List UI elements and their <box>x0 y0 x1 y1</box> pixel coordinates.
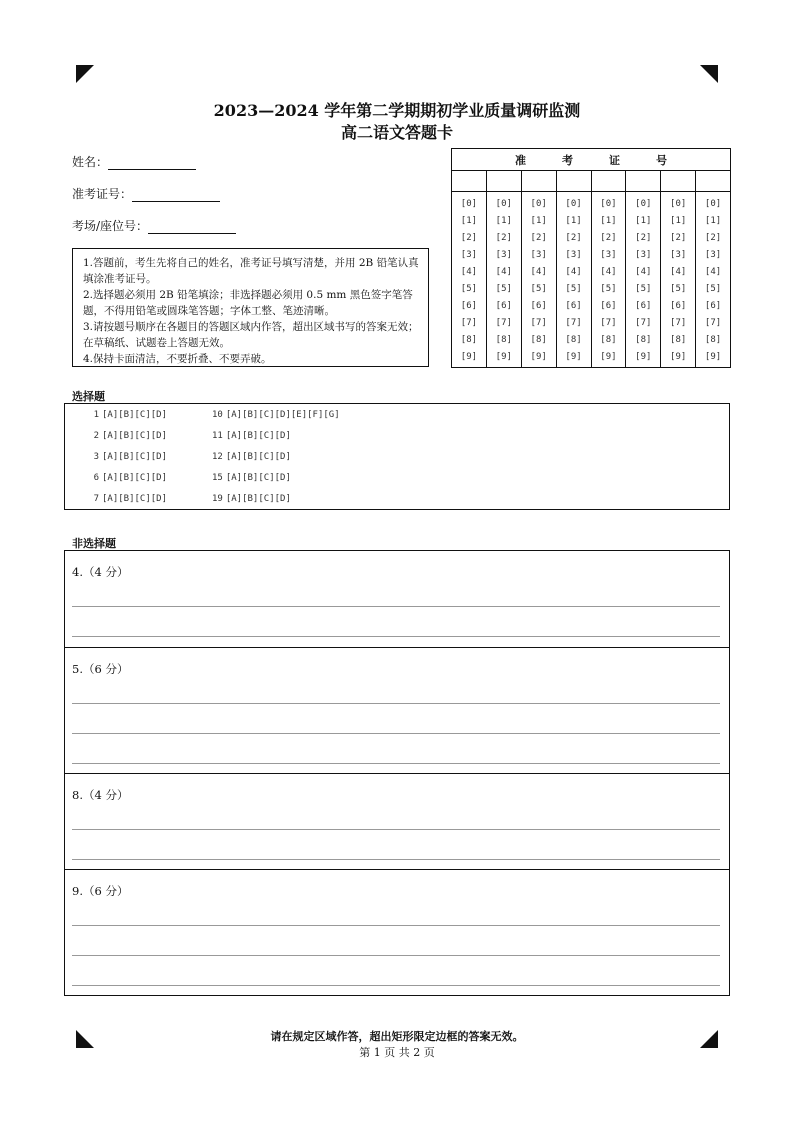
digit-bubble[interactable]: [7] <box>670 318 687 328</box>
digit-bubble[interactable]: [0] <box>495 199 512 209</box>
choice-section-label: 选择题 <box>72 390 105 403</box>
exam-id-bubbles <box>696 192 730 366</box>
exam-id-digit-cell[interactable] <box>522 171 556 192</box>
question-number: 11 <box>212 431 223 441</box>
digit-bubble[interactable]: [9] <box>530 352 547 362</box>
exam-id-digit-cell[interactable] <box>592 171 626 192</box>
digit-bubble[interactable]: [5] <box>704 284 722 294</box>
notice-item: 1.答题前，考生先将自己的姓名，准考证号填写清楚，并用 2B 铅笔认真填涂准考证号。 <box>83 257 419 285</box>
exam-id-bubbles <box>487 192 521 366</box>
digit-bubble[interactable]: [7] <box>565 318 582 328</box>
digit-bubble[interactable]: [0] <box>704 199 722 209</box>
exam-id-column <box>626 171 661 367</box>
digit-bubble[interactable]: [2] <box>635 233 652 243</box>
digit-bubble[interactable]: [6] <box>565 301 582 311</box>
choice-grid <box>87 409 340 514</box>
digit-bubble[interactable]: [7] <box>600 318 617 328</box>
digit-bubble[interactable]: [8] <box>530 335 547 345</box>
question-label: 8.（4 分） <box>72 788 129 802</box>
digit-bubble[interactable]: [4] <box>635 267 652 277</box>
seat-field[interactable] <box>72 217 236 234</box>
digit-bubble[interactable]: [1] <box>495 216 512 226</box>
digit-bubble[interactable]: [2] <box>460 233 478 243</box>
exam-id-column <box>661 171 696 367</box>
digit-bubble[interactable]: [7] <box>635 318 652 328</box>
choice-question[interactable] <box>212 409 340 430</box>
exam-id-field[interactable] <box>72 185 220 202</box>
digit-bubble[interactable]: [0] <box>635 199 652 209</box>
digit-bubble[interactable]: [9] <box>495 352 512 362</box>
answer-bubbles[interactable]: [A][B][C][D] <box>102 452 168 462</box>
digit-bubble[interactable]: [5] <box>670 284 687 294</box>
exam-id-digit-cell[interactable] <box>487 171 521 192</box>
question-label: 9.（6 分） <box>72 884 129 898</box>
exam-id-digit-cell[interactable] <box>452 171 486 192</box>
notice-box <box>72 248 429 367</box>
choice-question[interactable] <box>87 451 212 472</box>
digit-bubble[interactable]: [6] <box>600 301 617 311</box>
digit-bubble[interactable]: [1] <box>704 216 722 226</box>
digit-bubble[interactable]: [0] <box>670 199 687 209</box>
digit-bubble[interactable]: [1] <box>565 216 582 226</box>
exam-id-blank[interactable] <box>132 190 220 202</box>
exam-id-bubbles <box>661 192 695 366</box>
digit-bubble[interactable]: [4] <box>704 267 722 277</box>
digit-bubble[interactable]: [3] <box>460 250 478 260</box>
digit-bubble[interactable]: [8] <box>704 335 722 345</box>
answer-block[interactable] <box>65 648 729 774</box>
page-title: 2023—2024 学年第二学期期初学业质量调研监测 <box>213 101 581 120</box>
question-number: 15 <box>212 473 223 483</box>
notice-item: 3.请按题号顺序在各题目的答题区域内作答，超出区域书写的答案无效；在草稿纸、试题卷上答题无效。 <box>83 321 419 349</box>
answer-line[interactable] <box>72 859 720 860</box>
exam-id-digit-cell[interactable] <box>696 171 730 192</box>
digit-bubble[interactable]: [9] <box>704 352 722 362</box>
digit-bubble[interactable]: [7] <box>460 318 478 328</box>
answer-bubbles[interactable]: [A][B][C][D][E][F][G] <box>225 410 340 420</box>
choice-question[interactable] <box>212 493 291 514</box>
notice-item: 2.选择题必须用 2B 铅笔填涂；非选择题必须用 0.5 mm 黑色签字笔答题，不得用铅笔或圆珠笔答题；字体工整、笔迹清晰。 <box>83 289 413 317</box>
nonchoice-answer-area <box>64 550 730 996</box>
answer-line[interactable] <box>72 636 720 637</box>
digit-bubble[interactable]: [6] <box>635 301 652 311</box>
digit-bubble[interactable]: [9] <box>460 352 478 362</box>
exam-id-bubbles <box>452 192 486 366</box>
header-char: 准 <box>515 153 526 167</box>
exam-id-label: 准考证号： <box>72 187 133 201</box>
answer-bubbles[interactable]: [A][B][C][D] <box>225 452 291 462</box>
exam-id-column <box>557 171 592 367</box>
answer-bubbles[interactable]: [A][B][C][D] <box>102 473 168 483</box>
exam-id-bubbles <box>557 192 591 366</box>
choice-row <box>87 493 340 514</box>
digit-bubble[interactable]: [5] <box>635 284 652 294</box>
digit-bubble[interactable]: [4] <box>495 267 512 277</box>
digit-bubble[interactable]: [5] <box>530 284 547 294</box>
digit-bubble[interactable]: [3] <box>670 250 687 260</box>
digit-bubble[interactable]: [9] <box>565 352 582 362</box>
choice-question[interactable] <box>212 472 291 493</box>
exam-id-grid <box>451 148 731 368</box>
answer-bubbles[interactable]: [A][B][C][D] <box>102 431 168 441</box>
answer-line[interactable] <box>72 606 720 607</box>
choice-question[interactable] <box>87 409 212 430</box>
digit-bubble[interactable]: [6] <box>704 301 722 311</box>
choice-question[interactable] <box>212 430 291 451</box>
exam-id-column <box>487 171 522 367</box>
digit-bubble[interactable]: [0] <box>460 199 478 209</box>
digit-bubble[interactable]: [1] <box>530 216 547 226</box>
choice-row <box>87 472 340 493</box>
question-number: 1 <box>93 410 99 420</box>
answer-bubbles[interactable]: [A][B][C][D] <box>225 494 291 504</box>
digit-bubble[interactable]: [3] <box>704 250 722 260</box>
exam-id-column <box>696 171 730 367</box>
question-number: 6 <box>93 473 99 483</box>
answer-line[interactable] <box>72 829 720 830</box>
page-subtitle: 高二语文答题卡 <box>340 123 453 142</box>
digit-bubble[interactable]: [7] <box>704 318 722 328</box>
digit-bubble[interactable]: [3] <box>600 250 617 260</box>
digit-bubble[interactable]: [6] <box>670 301 687 311</box>
answer-line[interactable] <box>72 985 720 986</box>
choice-answer-box <box>64 403 730 510</box>
answer-line[interactable] <box>72 955 720 956</box>
question-number: 10 <box>212 410 223 420</box>
seat-blank[interactable] <box>148 222 236 234</box>
exam-id-bubbles <box>592 192 626 366</box>
answer-block[interactable] <box>65 774 729 870</box>
question-number: 2 <box>93 431 99 441</box>
digit-bubble[interactable]: [2] <box>565 233 582 243</box>
header-char: 号 <box>656 153 667 167</box>
name-field[interactable] <box>72 153 196 170</box>
seat-label: 考场/座位号： <box>72 219 149 233</box>
digit-bubble[interactable]: [3] <box>530 250 547 260</box>
exam-id-bubbles <box>522 192 556 366</box>
exam-id-digit-cell[interactable] <box>661 171 695 192</box>
digit-bubble[interactable]: [8] <box>635 335 652 345</box>
answer-line[interactable] <box>72 703 720 704</box>
answer-line[interactable] <box>72 733 720 734</box>
header-char: 证 <box>609 153 620 167</box>
digit-bubble[interactable]: [4] <box>600 267 617 277</box>
digit-bubble[interactable]: [7] <box>495 318 512 328</box>
choice-question[interactable] <box>87 430 212 451</box>
digit-bubble[interactable]: [4] <box>670 267 687 277</box>
page-number: 第 1 页 共 2 页 <box>359 1046 435 1059</box>
exam-id-digit-cell[interactable] <box>557 171 591 192</box>
digit-bubble[interactable]: [6] <box>460 301 478 311</box>
digit-bubble[interactable]: [8] <box>460 335 478 345</box>
digit-bubble[interactable]: [8] <box>495 335 512 345</box>
digit-bubble[interactable]: [3] <box>495 250 512 260</box>
header-char: 考 <box>562 153 573 167</box>
corner-mark-top-left <box>76 65 94 83</box>
answer-bubbles[interactable]: [A][B][C][D] <box>102 410 168 420</box>
choice-question[interactable] <box>87 472 212 493</box>
digit-bubble[interactable]: [9] <box>670 352 687 362</box>
digit-bubble[interactable]: [2] <box>704 233 722 243</box>
name-label: 姓名： <box>72 155 109 169</box>
exam-id-column <box>522 171 557 367</box>
question-label: 4.（4 分） <box>72 565 129 579</box>
answer-block[interactable] <box>65 551 729 648</box>
question-number: 12 <box>212 452 223 462</box>
digit-bubble[interactable]: [2] <box>530 233 547 243</box>
choice-row <box>87 451 340 472</box>
digit-bubble[interactable]: [8] <box>670 335 687 345</box>
digit-bubble[interactable]: [0] <box>530 199 547 209</box>
question-label: 5.（6 分） <box>72 662 129 676</box>
digit-bubble[interactable]: [4] <box>565 267 582 277</box>
digit-bubble[interactable]: [6] <box>495 301 512 311</box>
digit-bubble[interactable]: [1] <box>460 216 478 226</box>
digit-bubble[interactable]: [1] <box>600 216 617 226</box>
digit-bubble[interactable]: [3] <box>635 250 652 260</box>
digit-bubble[interactable]: [2] <box>600 233 617 243</box>
digit-bubble[interactable]: [7] <box>530 318 547 328</box>
notice-item: 4.保持卡面清洁，不要折叠、不要弄破。 <box>83 353 272 365</box>
digit-bubble[interactable]: [0] <box>565 199 582 209</box>
digit-bubble[interactable]: [8] <box>600 335 617 345</box>
digit-bubble[interactable]: [5] <box>460 284 478 294</box>
exam-id-digit-cell[interactable] <box>626 171 660 192</box>
question-number: 3 <box>93 452 99 462</box>
exam-id-bubbles <box>626 192 660 366</box>
digit-bubble[interactable]: [6] <box>530 301 547 311</box>
footer-note: 请在规定区域作答，超出矩形限定边框的答案无效。 <box>270 1030 524 1043</box>
choice-row <box>87 409 340 430</box>
digit-bubble[interactable]: [3] <box>565 250 582 260</box>
choice-row <box>87 430 340 451</box>
exam-id-column <box>452 171 487 367</box>
exam-id-column <box>592 171 627 367</box>
digit-bubble[interactable]: [2] <box>670 233 687 243</box>
answer-bubbles[interactable]: [A][B][C][D] <box>102 494 168 504</box>
name-blank[interactable] <box>108 158 196 170</box>
answer-bubbles[interactable]: [A][B][C][D] <box>225 431 291 441</box>
digit-bubble[interactable]: [9] <box>635 352 652 362</box>
digit-bubble[interactable]: [4] <box>530 267 547 277</box>
answer-line[interactable] <box>72 925 720 926</box>
answer-block[interactable] <box>65 870 729 995</box>
exam-id-columns <box>452 171 730 367</box>
question-number: 7 <box>93 494 99 504</box>
question-number: 19 <box>212 494 223 504</box>
digit-bubble[interactable]: [1] <box>635 216 652 226</box>
digit-bubble[interactable]: [2] <box>495 233 512 243</box>
answer-line[interactable] <box>72 763 720 764</box>
exam-id-grid-header <box>452 149 730 171</box>
digit-bubble[interactable]: [5] <box>495 284 512 294</box>
digit-bubble[interactable]: [8] <box>565 335 582 345</box>
digit-bubble[interactable]: [1] <box>670 216 687 226</box>
digit-bubble[interactable]: [5] <box>565 284 582 294</box>
digit-bubble[interactable]: [4] <box>460 267 478 277</box>
digit-bubble[interactable]: [9] <box>600 352 617 362</box>
digit-bubble[interactable]: [5] <box>600 284 617 294</box>
nonchoice-section-label: 非选择题 <box>72 537 116 550</box>
choice-question[interactable] <box>212 451 291 472</box>
corner-mark-top-right <box>700 65 718 83</box>
choice-question[interactable] <box>87 493 212 514</box>
digit-bubble[interactable]: [0] <box>600 199 617 209</box>
answer-bubbles[interactable]: [A][B][C][D] <box>225 473 291 483</box>
